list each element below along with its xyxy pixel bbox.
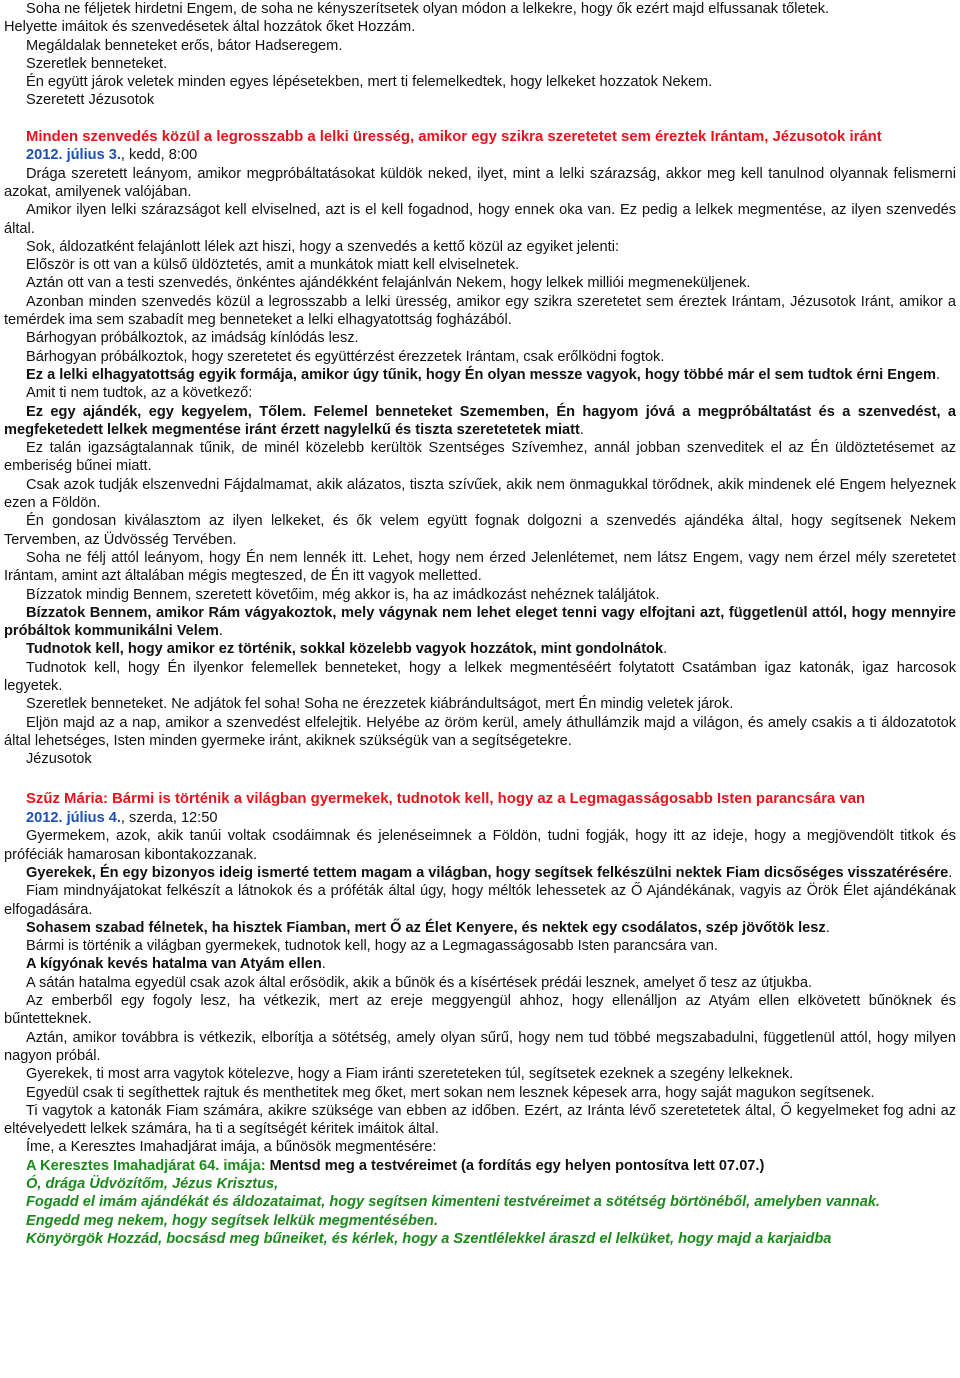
paragraph: Soha ne félj attól leányom, hogy Én nem lennék itt. Lehet, hogy nem érzed Jelenlétemet, nem látsz Engem, vagy nem érzel mély szeretetet Irántam, amint azt általában mégis megteszed, de Én itt vagyok melletted.: [4, 549, 956, 585]
message-date: 2012. július 3.: [26, 147, 121, 164]
punctuation: .: [321, 956, 326, 973]
paragraph-bold: [4, 864, 956, 882]
paragraph: Ez talán igazságtalannak tűnik, de minél közelebb kerültök Szentséges Szívemhez, annál jobban szenveditek el az Én üldöztetésemet az emberiség bűnei miatt.: [4, 440, 956, 475]
punctuation: .: [948, 864, 953, 881]
signature-line: Szeretett Jézusotok: [26, 92, 155, 109]
paragraph: Aztán, amikor továbbra is vétkezik, elborítja a sötétség, amely olyan sűrű, hogy nem tud többé megszabadulni, függetlenül attól, hogy milyen nagyon próbál.: [4, 1029, 956, 1064]
spacer: [4, 110, 956, 128]
paragraph: Amikor ilyen lelki szárazságot kell elviselned, azt is el kell fogadnod, hogy ennek oka van. Ez pedig a lelkek megmentése, az ilyen szenvedés által.: [4, 202, 956, 237]
punctuation: .: [663, 641, 668, 658]
bold-text: Sohasem szabad félnetek, ha hisztek Fiamban, mert Ő az Élet Kenyere, és nektek egy csodálatos, szép jövőtök lesz: [26, 919, 826, 936]
paragraph: Sok, áldozatként felajánlott lélek azt hiszi, hogy a szenvedés a kettő közül az egyiket jelenti:: [26, 238, 620, 255]
paragraph: Drága szeretett leányom, amikor megpróbáltatásokat küldök neked, ilyet, mint a lelki szárazság, akkor meg kell tanulnod olyannak felismerni azokat, amilyenek valójában.: [4, 165, 956, 200]
paragraph: Fiam mindnyájatokat felkészít a látnokok és a próféták által úgy, hogy méltók lehessetek az Ő Ajándékának, vagyis az Örök Élet ajándékának elfogadására.: [4, 883, 956, 918]
paragraph: Bárhogyan próbálkoztok, hogy szeretetet és együttérzést érezzetek Irántam, csak erőlködni fogtok.: [26, 348, 665, 365]
paragraph: Szeretlek benneteket. Ne adjátok fel soha! Soha ne érezzetek kiábrándultságot, mert Én mindig veletek járok.: [26, 696, 734, 713]
paragraph: Csak azok tudják elszenvedni Fájdalmamat, akik alázatos, tiszta szívűek, akik nem önmagukkal törődnek, akik mindenek elé Engem helyeznek ezen a Földön.: [4, 476, 956, 512]
paragraph-bold: [4, 604, 956, 641]
message-date-line: [4, 146, 956, 164]
section-message-july-3: [4, 128, 956, 769]
message-heading: [4, 128, 956, 147]
paragraph: Tudnotok kell, hogy Én ilyenkor felemellek benneteket, hogy a lelkek megmentéséért folytatott Csatámban igaz katonák, igaz harcosok legyetek.: [4, 659, 956, 694]
paragraph: Bármi is történik a világban gyermekek, tudnotok kell, hogy az a Legmagasságosabb Isten parancsára van.: [26, 938, 718, 955]
punctuation: .: [579, 421, 584, 438]
prayer-line: [4, 1212, 956, 1230]
paragraph-bold: [4, 366, 956, 384]
crusade-prayer-title: [4, 1157, 956, 1175]
text-line: Megáldalak benneteket erős, bátor Hadseregem.: [26, 37, 343, 54]
text-line: Én együtt járok veletek minden egyes lépésetekben, mert ti felemelkedtek, hogy lelkeket hozzatok Nekem.: [26, 74, 713, 91]
bold-text: A kígyónak kevés hatalma van Atyám ellen: [26, 956, 322, 973]
text-line: Szeretlek benneteket.: [26, 55, 168, 72]
paragraph: Bízzatok mindig Bennem, szeretett követőim, még akkor is, ha az imádkozást nehéznek találjátok.: [26, 586, 660, 603]
section-intro: [4, 0, 956, 110]
message-heading: [4, 790, 956, 809]
bold-text: Ez egy ajándék, egy kegyelem, Tőlem. Felemel benneteket Szememben, Én hagyom jóvá a megpróbáltatást és a szenvedést, a megfeketedett lelkek megmentése iránt érzett nagylelkű és tiszta szeretetetek miatt: [4, 403, 956, 438]
message-date-rest: , szerda, 12:50: [120, 810, 218, 827]
section-message-july-4: [4, 790, 956, 1248]
paragraph-bold: [4, 640, 956, 658]
message-date-line: [4, 809, 956, 827]
bold-text: Ez a lelki elhagyatottság egyik formája, amikor úgy tűnik, hogy Én olyan messze vagyok, hogy többé már el sem tudtok érni Engem: [26, 366, 936, 383]
paragraph: Először is ott van a külső üldöztetés, amit a munkátok miatt kell elviselnetek.: [26, 257, 520, 274]
paragraph: Egyedül csak ti segíthettek rajtuk és menthetitek meg őket, mert sokan nem lesznek képesek arra, hogy saját magukon segítsenek.: [26, 1084, 875, 1101]
paragraph: A sátán hatalma egyedül csak azok által erősödik, akik a bűnök és a kísértések prédái lesznek, amelyet ő tesz az útjukba.: [26, 974, 813, 991]
crusade-prayer-name: Mentsd meg a testvéreimet (a fordítás egy helyen pontosítva lett 07.07.): [269, 1157, 765, 1174]
paragraph: Gyermekem, azok, akik tanúi voltak csodáimnak és jelenéseimnek a Földön, tudni fogják, hogy itt az ideje, hogy a megjövendölt titkok és próféciák hamarosan kibontakozzanak.: [4, 828, 956, 863]
prayer-text: Fogadd el imám ajándékát és áldozataimat, hogy segítsen kimenteni testvéreimet a sötétség börtönéből, amelyben vannak.: [26, 1194, 880, 1211]
paragraph: Gyerekek, ti most arra vagytok kötelezve, hogy a Fiam iránti szereteteken túl, segítsetek ezeknek a szegény lelkeknek.: [26, 1066, 794, 1083]
prayer-text: Engedd meg nekem, hogy segítsek lelkük megmentésében.: [26, 1212, 439, 1229]
paragraph: Az emberből egy fogoly lesz, ha vétkezik, mert az ereje meggyengül ahhoz, hogy ellenálljon az Atyám ellen elkövetett bűnöknek és bűntetteknek.: [4, 993, 956, 1028]
prayer-line: [4, 1230, 956, 1248]
bold-text: Tudnotok kell, hogy amikor ez történik, sokkal közelebb vagyok hozzátok, mint gondolnátok: [26, 641, 664, 658]
paragraph: Én gondosan kiválasztom az ilyen lelkeket, és ők velem együtt fognak dolgozni a szenvedés ajándéka által, hogy segítsenek Nekem Tervemben, az Üdvösség Tervében.: [4, 513, 956, 548]
paragraph: Bárhogyan próbálkoztok, az imádság kínlódás lesz.: [26, 330, 359, 347]
paragraph: Íme, a Keresztes Imahadjárat imája, a bűnösök megmentésére:: [26, 1139, 437, 1156]
paragraph-bold: [4, 919, 956, 937]
prayer-text: Ó, drága Üdvözítőm, Jézus Krisztus,: [26, 1176, 279, 1192]
paragraph: Azonban minden szenvedés közül a legrosszabb a lelki üresség, amikor egy szikra szeretetet sem éreztek Irántam, Jézusotok Iránt, amikor a temérdek ima sem szabadít meg benneteket a lelki elhagyatottság fogházából.: [4, 293, 956, 329]
text-line: Helyette imáitok és szenvedésetek által hozzátok őket Hozzám.: [4, 19, 416, 36]
crusade-prayer-label: A Keresztes Imahadjárat 64. imája:: [26, 1157, 270, 1174]
message-date: 2012. július 4.: [26, 810, 121, 827]
prayer-text: Könyörgök Hozzád, bocsásd meg bűneiket, és kérlek, hogy a Szentlélekkel áraszd el lelküket, hogy majd a karjaidba: [26, 1230, 832, 1247]
paragraph: Eljön majd az a nap, amikor a szenvedést elfelejtik. Helyébe az öröm kerül, amely áthullámzik majd a világon, és amely csakis a ti áldozatotok által lehetséges, Isten minden gyermeke iránt, akiknek szükségük van a segítségetekre.: [4, 714, 956, 749]
message-heading-text: Minden szenvedés közül a legrosszabb a lelki üresség, amikor egy szikra szeretetet sem éreztek Irántam, Jézusotok iránt: [26, 128, 882, 145]
punctuation: .: [218, 623, 223, 640]
spacer: [4, 768, 956, 790]
signature-line: Jézusotok: [26, 751, 92, 768]
bold-text: Bízzatok Bennem, amikor Rám vágyakoztok, mely vágynak nem lehet eleget tenni vagy elfojtani azt, függetlenül attól, hogy mennyire próbáltok kommunikálni Velem: [4, 604, 956, 640]
paragraph: Amit ti nem tudtok, az a következő:: [26, 385, 253, 402]
text-line: Soha ne féljetek hirdetni Engem, de soha ne kényszerítsetek olyan módon a lelkekre, hogy ők ezért majd elfussanak tőletek.: [26, 1, 830, 17]
message-date-rest: , kedd, 8:00: [120, 147, 198, 164]
prayer-line: [4, 1175, 956, 1193]
paragraph: Aztán ott van a testi szenvedés, önkéntes ajándékként felajánlván Nekem, hogy lelkek milliói megmeneküljenek.: [26, 275, 751, 292]
paragraph-bold: [4, 955, 956, 973]
message-heading-text: Szűz Mária: Bármi is történik a világban gyermekek, tudnotok kell, hogy az a Legmagasságosabb Isten parancsára van: [26, 791, 866, 808]
bold-text: Gyerekek, Én egy bizonyos ideig ismerté tettem magam a világban, hogy segítsek felkészülni nektek Fiam dicsőséges visszatérésére: [26, 864, 949, 881]
paragraph: Ti vagytok a katonák Fiam számára, akikre szüksége van ebben az időben. Ezért, az Iránta lévő szeretetetek által, Ő kegyelmeket fog adni az eltévelyedett lelkek számára, ha ti a segítségét kéritek imáitok által.: [4, 1102, 956, 1138]
paragraph-bold: [4, 403, 956, 440]
punctuation: .: [825, 919, 830, 936]
punctuation: .: [935, 366, 940, 383]
prayer-line: [4, 1193, 956, 1211]
